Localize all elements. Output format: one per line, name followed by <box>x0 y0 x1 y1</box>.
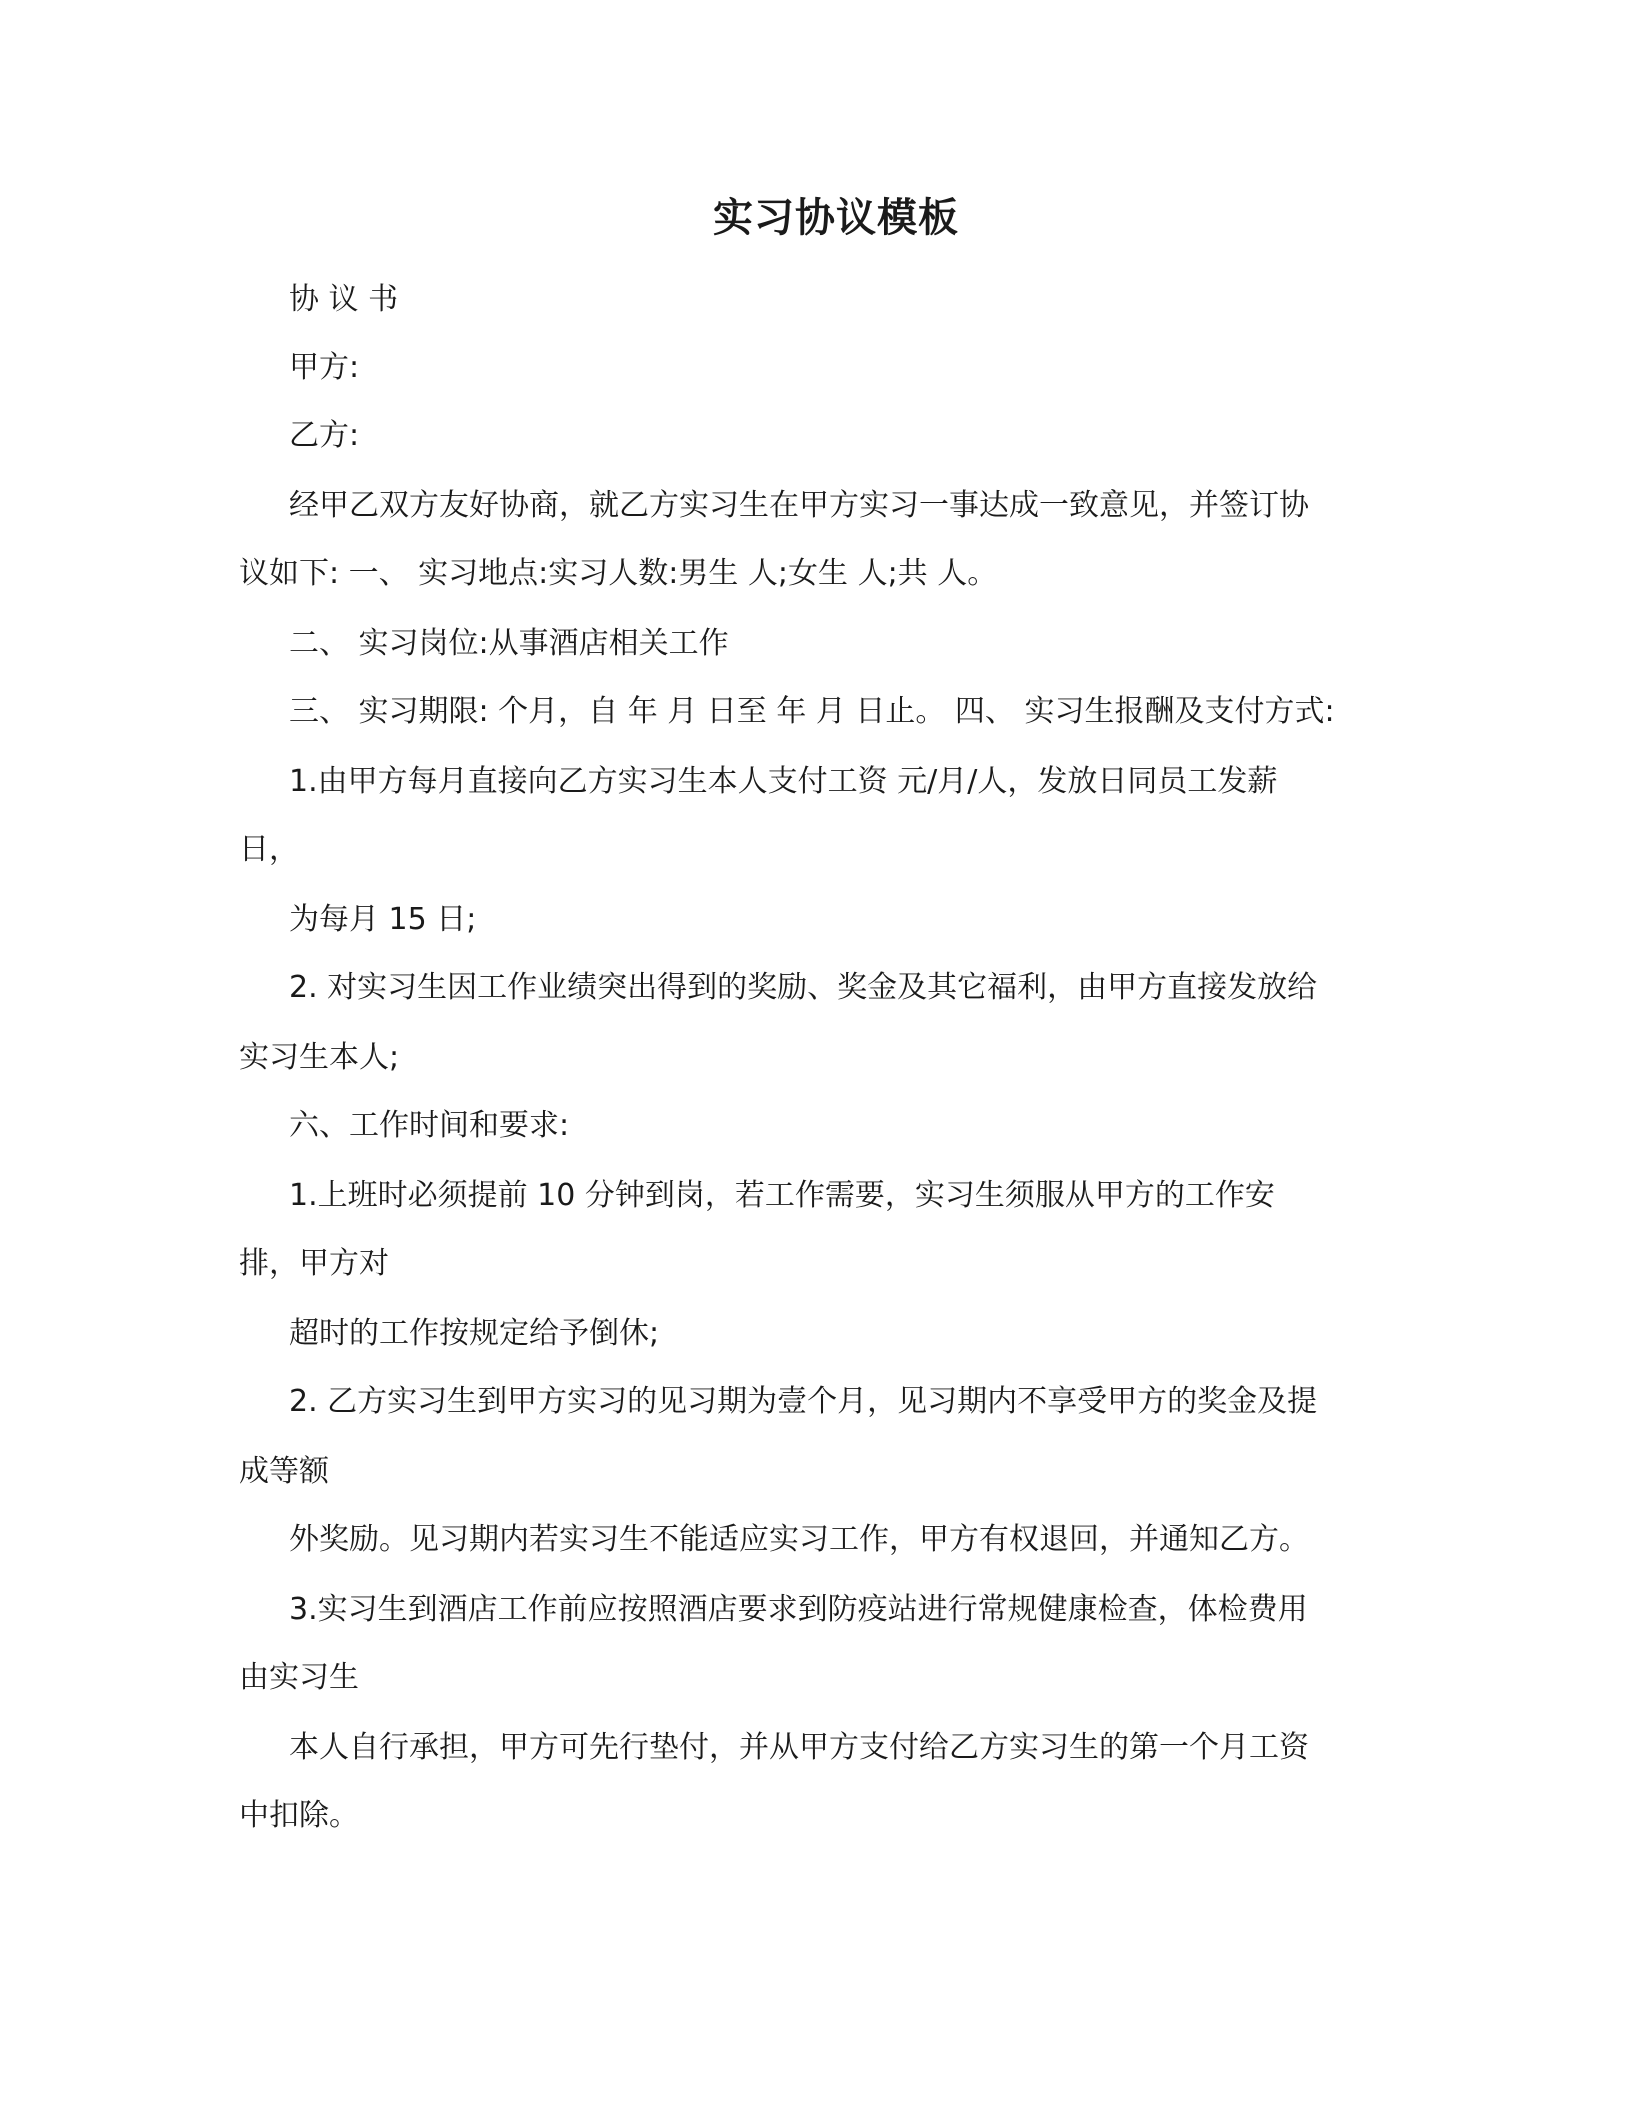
doc-line-party-b: 乙方: <box>289 418 360 453</box>
doc-line-work-2: 2. 乙方实习生到甲方实习的见习期为壹个月，见习期内不享受甲方的奖金及提 <box>289 1384 1318 1419</box>
doc-line-work-2-cont2: 外奖励。见习期内若实习生不能适应实习工作，甲方有权退回，并通知乙方。 <box>289 1522 1309 1557</box>
doc-line-pay-day: 为每月 15 日; <box>289 902 477 937</box>
document-title: 实习协议模板 <box>713 195 959 241</box>
doc-line-work-3: 3.实习生到酒店工作前应按照酒店要求到防疫站进行常规健康检查，体检费用 <box>289 1592 1308 1627</box>
doc-line-work-1: 1.上班时必须提前 10 分钟到岗，若工作需要，实习生须服从甲方的工作安 <box>289 1178 1275 1213</box>
doc-line-pay-2-cont: 实习生本人; <box>239 1040 400 1075</box>
doc-line-clause-3: 三、 实习期限: 个月，自 年 月 日至 年 月 日止。 四、 实习生报酬及支付方式: <box>289 694 1335 729</box>
doc-line-intro-cont: 议如下: 一、 实习地点:实习人数:男生 人;女生 人;共 人。 <box>239 556 998 591</box>
doc-line-intro: 经甲乙双方友好协商，就乙方实习生在甲方实习一事达成一致意见，并签订协 <box>289 488 1309 523</box>
doc-line-work-3-cont3: 中扣除。 <box>239 1798 359 1833</box>
doc-line-heading: 协 议 书 <box>289 282 399 317</box>
doc-line-work-2-cont: 成等额 <box>239 1454 329 1489</box>
doc-line-work-3-cont2: 本人自行承担，甲方可先行垫付，并从甲方支付给乙方实习生的第一个月工资 <box>289 1730 1309 1765</box>
doc-line-pay-1-cont: 日， <box>239 832 299 867</box>
doc-line-party-a: 甲方: <box>289 350 360 385</box>
doc-line-work-1-cont: 排，甲方对 <box>239 1246 389 1281</box>
doc-line-pay-1: 1.由甲方每月直接向乙方实习生本人支付工资 元/月/人，发放日同员工发薪 <box>289 764 1278 799</box>
doc-line-pay-2: 2. 对实习生因工作业绩突出得到的奖励、奖金及其它福利，由甲方直接发放给 <box>289 970 1318 1005</box>
doc-line-clause-2: 二、 实习岗位:从事酒店相关工作 <box>289 626 729 661</box>
doc-line-work-1-cont2: 超时的工作按规定给予倒休; <box>289 1316 660 1351</box>
doc-line-work-3-cont: 由实习生 <box>239 1660 359 1695</box>
doc-line-clause-6: 六、工作时间和要求: <box>289 1108 570 1143</box>
